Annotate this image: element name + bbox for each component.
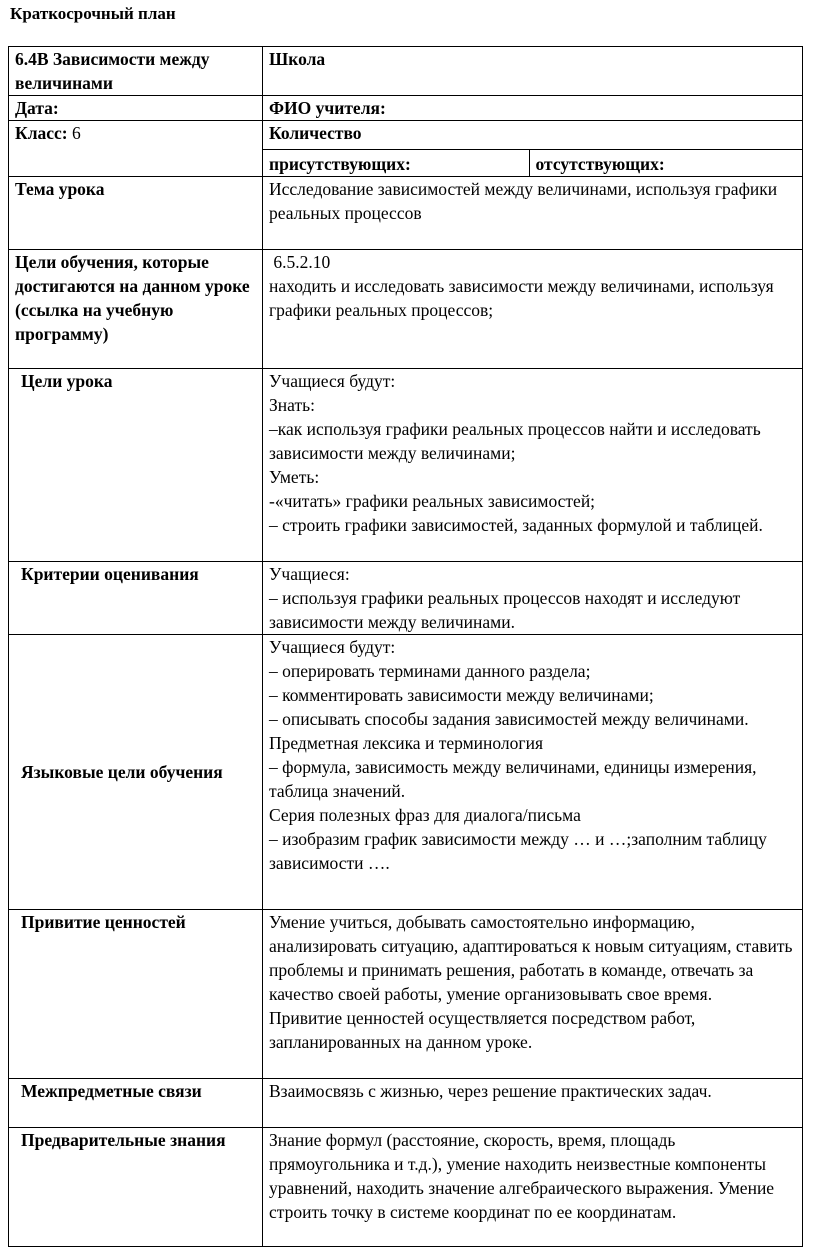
language-line: – комментировать зависимости между величинами; <box>269 685 654 705</box>
document-title: Краткосрочный план <box>10 4 176 23</box>
lesson-goals-line: –как используя графики реальных процессов найти и исследовать зависимости между величинами; <box>269 419 761 463</box>
interdisciplinary-label: Межпредметные связи <box>9 1079 263 1128</box>
school-cell: Школа <box>263 47 803 96</box>
section-cell: 6.4В Зависимости между величинами <box>9 47 263 96</box>
header-row-date <box>9 96 803 121</box>
lesson-goals-text <box>263 369 803 562</box>
attendance-cell <box>263 121 803 177</box>
lesson-goals-line: -«читать» графики реальных зависимостей; <box>269 491 596 511</box>
lesson-goals-line: – строить графики зависимостей, заданных формулой и таблицей. <box>269 515 763 535</box>
language-line: – изобразим график зависимости между … и …;заполним таблицу зависимости …. <box>269 829 767 873</box>
class-cell <box>9 121 263 177</box>
language-line: Серия полезных фраз для диалога/письма <box>269 805 581 825</box>
language-line: – описывать способы задания зависимостей между величинами. <box>269 709 749 729</box>
topic-text: Исследование зависимостей между величинами, используя графики реальных процессов <box>263 177 803 250</box>
criteria-row <box>9 562 803 635</box>
values-row <box>9 910 803 1079</box>
class-value: 6 <box>72 123 81 143</box>
values-line: Привитие ценностей осуществляется посредством работ, запланированных на данном уроке. <box>269 1008 696 1052</box>
lesson-goals-line: Уметь: <box>269 467 320 487</box>
interdisciplinary-row <box>9 1079 803 1128</box>
objectives-text <box>263 250 803 369</box>
attendance-subtable <box>263 121 802 176</box>
criteria-line: – используя графики реальных процессов находят и исследуют зависимости между величинами. <box>269 588 741 632</box>
lesson-goals-line: Знать: <box>269 395 315 415</box>
header-row-class <box>9 121 803 177</box>
class-label: Класс: <box>15 123 68 143</box>
values-label: Привитие ценностей <box>9 910 263 1079</box>
objectives-row <box>9 250 803 369</box>
language-row <box>9 635 803 910</box>
prior-knowledge-text: Знание формул (расстояние, скорость, время, площадь прямоугольника и т.д.), умение находить неизвестные компоненты уравнений, находить значение алгебраического выражения. Умение строить точку в системе координат по ее координатам. <box>263 1128 803 1247</box>
objectives-code: 6.5.2.10 <box>269 252 331 272</box>
language-label: Языковые цели обучения <box>9 635 263 910</box>
lesson-goals-line: Учащиеся будут: <box>269 371 396 391</box>
count-label: Количество <box>269 123 362 143</box>
objectives-line: находить и исследовать зависимости между величинами, используя графики реальных процессов; <box>269 276 774 320</box>
criteria-label: Критерии оценивания <box>9 562 263 635</box>
criteria-line: Учащиеся: <box>269 564 350 584</box>
values-line: Умение учиться, добывать самостоятельно информацию, анализировать ситуацию, адаптироваться к новым ситуациям, ставить проблемы и принимать решения, работать в команде, отвечать за качество своей работы, умение организовывать свое время. <box>269 912 793 1004</box>
objectives-label: Цели обучения, которые достигаются на данном уроке (ссылка на учебную программу) <box>9 250 263 369</box>
prior-knowledge-label: Предварительные знания <box>9 1128 263 1247</box>
language-line: – формула, зависимость между величинами, единицы измерения, таблица значений. <box>269 757 757 801</box>
teacher-cell: ФИО учителя: <box>263 96 803 121</box>
language-text <box>263 635 803 910</box>
absent-label: отсутствующих: <box>535 154 665 174</box>
date-cell: Дата: <box>9 96 263 121</box>
values-text <box>263 910 803 1079</box>
header-row-section <box>9 47 803 96</box>
language-line: – оперировать терминами данного раздела; <box>269 661 591 681</box>
lesson-plan-table <box>8 46 803 1247</box>
lesson-goals-label: Цели урока <box>9 369 263 562</box>
topic-row <box>9 177 803 250</box>
topic-label: Тема урока <box>9 177 263 250</box>
present-label: присутствующих: <box>263 150 529 177</box>
prior-knowledge-row <box>9 1128 803 1247</box>
language-line: Учащиеся будут: <box>269 637 396 657</box>
lesson-goals-row <box>9 369 803 562</box>
criteria-text <box>263 562 803 635</box>
language-line: Предметная лексика и терминология <box>269 733 543 753</box>
interdisciplinary-text: Взаимосвязь с жизнью, через решение практических задач. <box>263 1079 803 1128</box>
